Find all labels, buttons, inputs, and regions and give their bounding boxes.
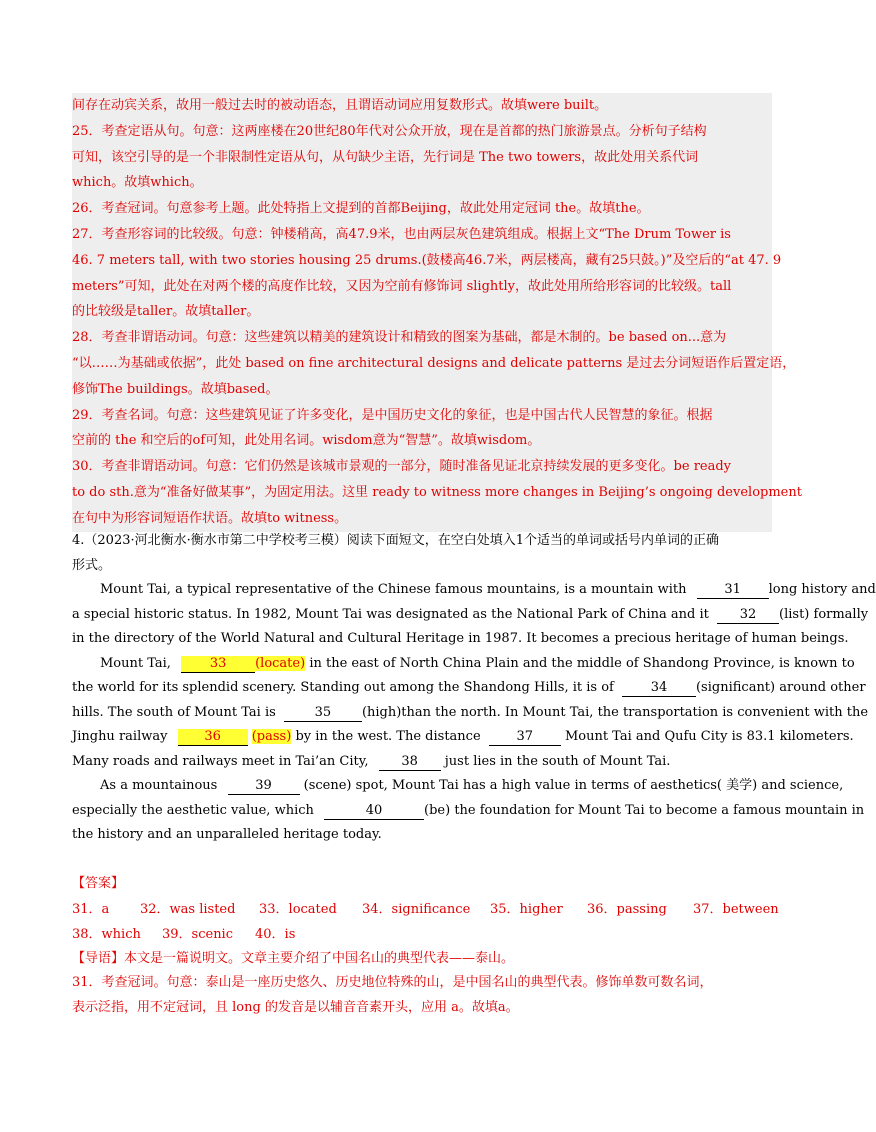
answer-item: 31．a xyxy=(72,901,110,917)
explanation-line: 28．考查非谓语动词。句意：这些建筑以精美的建筑设计和精致的图案为基础，都是木制的。be based on...意为 xyxy=(72,330,727,346)
explanation-line: 空前的 the 和空后的of可知，此处用名词。wisdom意为“智慧”。故填wisdom。 xyxy=(72,433,541,449)
explanation-line: 31．考查冠词。句意：泰山是一座历史悠久、历史地位特殊的山，是中国名山的典型代表。修饰单数可数名词， xyxy=(72,975,713,990)
question-header-line: 形式。 xyxy=(72,557,112,573)
explanation-line: 可知，该空引导的是一个非限制性定语从句，从句缺少主语，先行词是 The two towers，故此处用关系代词 xyxy=(72,149,699,165)
passage-line xyxy=(72,603,869,628)
passage-text: in the east of North China Plain and the middle of Shandong Province, is known to xyxy=(309,655,855,671)
passage-text: As a mountainous xyxy=(100,778,218,793)
answer-section xyxy=(72,872,779,1020)
blank-39[interactable]: 39 xyxy=(228,778,300,795)
passage-text: the world for its splendid scenery. Standing out among the Shandong Hills, it is of xyxy=(72,680,614,695)
passage-line xyxy=(72,799,865,824)
explanation-line: which。故填which。 xyxy=(72,175,203,191)
passage-line xyxy=(72,578,876,603)
answer-item: 40．is xyxy=(255,926,296,942)
explanation-block-top xyxy=(72,93,802,532)
passage-text: hills. The south of Mount Tai is xyxy=(72,704,276,720)
passage-line: the history and an unparalleled heritage today. xyxy=(72,827,382,842)
explanation-line: 27．考查形容词的比较级。句意：钟楼稍高，高47.9米，也由两层灰色建筑组成。根据上文“The Drum Tower is xyxy=(72,226,731,242)
answer-item: 38．which xyxy=(72,926,141,942)
explanation-line: 26．考查冠词。句意参考上题。此处特指上文提到的首都Beijing，故此处用定冠词 the。故填the。 xyxy=(72,201,650,217)
passage-text: (scene) spot, Mount Tai has a high value in terms of aesthetics( 美学) and science, xyxy=(303,778,844,793)
explanation-line: 修饰The buildings。故填based。 xyxy=(72,381,279,397)
blank-38[interactable]: 38 xyxy=(379,754,441,771)
passage-text: Many roads and railways meet in Tai’an City, xyxy=(72,753,369,769)
answer-item: 32．was listed xyxy=(140,901,236,917)
answer-item: 39．scenic xyxy=(162,926,233,942)
passage-text: long history and xyxy=(768,582,876,597)
explanation-line: 30．考查非谓语动词。句意：它们仍然是该城市景观的一部分，随时准备见证北京持续发展的更多变化。be ready xyxy=(72,459,732,475)
blank-37[interactable]: 37 xyxy=(489,729,561,746)
blank-40[interactable]: 40 xyxy=(324,803,424,820)
passage-text: (high)than the north. In Mount Tai, the transportation is convenient with the xyxy=(361,704,869,720)
question-header xyxy=(72,529,772,578)
explanation-line: 间存在动宾关系，故用一般过去时的被动语态，且谓语动词应用复数形式。故填were built。 xyxy=(72,98,608,113)
explanation-line: 46. 7 meters tall, with two stories housing 25 drums.(鼓楼高46.7米，两层楼高，藏有25只鼓。)”及空后的“at 47. 9 xyxy=(72,252,782,268)
passage-text: a special historic status. In 1982, Mount Tai was designated as the National Park of China and it xyxy=(72,606,709,622)
explanation-line: 表示泛指，用不定冠词，且 long 的发音是以辅音音素开头，应用 a。故填a。 xyxy=(72,999,519,1015)
passage-line xyxy=(72,676,866,701)
passage-text: (be) the foundation for Mount Tai to become a famous mountain in xyxy=(424,802,865,818)
passage-text: especially the aesthetic value, which xyxy=(72,802,314,818)
explanation-line: meters”可知，此处在对两个楼的高度作比较，又因为空前有修饰词 slightly，故此处用所给形容词的比较级。tall xyxy=(72,278,732,294)
answer-item: 37．between xyxy=(693,901,779,917)
passage-text: just lies in the south of Mount Tai. xyxy=(444,753,671,769)
hint-36: (pass) xyxy=(251,729,292,744)
answer-item: 34．significance xyxy=(362,901,471,917)
passage-line xyxy=(72,774,844,799)
passage-line xyxy=(72,652,855,677)
blank-33[interactable]: 33 xyxy=(181,656,255,673)
explanation-line: 25．考查定语从句。句意：这两座楼在20世纪80年代对公众开放，现在是首都的热门旅游景点。分析句子结构 xyxy=(72,123,707,139)
explanation-line: 在句中为形容词短语作状语。故填to witness。 xyxy=(72,510,348,526)
passage-text: Mount Tai, xyxy=(100,655,171,671)
answer-item: 35．higher xyxy=(490,901,563,917)
passage xyxy=(72,578,876,848)
explanation-line: “以……为基础或依据”，此处 based on fine architectural designs and delicate patterns 是过去分词短语作后置定语， xyxy=(72,355,796,371)
guide-text: 【导语】本文是一篇说明文。文章主要介绍了中国名山的典型代表——泰山。 xyxy=(72,950,515,966)
explanation-line: 29．考查名词。句意：这些建筑见证了许多变化，是中国历史文化的象征，也是中国古代人民智慧的象征。根据 xyxy=(72,407,713,423)
blank-32[interactable]: 32 xyxy=(717,607,779,624)
explanation-line: to do sth.意为“准备好做某事”，为固定用法。这里 ready to witness more changes in Beijing’s ongoing development xyxy=(72,484,802,500)
passage-text: Mount Tai, a typical representative of the Chinese famous mountains, is a mountain with xyxy=(100,582,687,597)
answer-item: 33．located xyxy=(259,901,337,917)
answer-row xyxy=(72,897,779,922)
passage-line xyxy=(72,701,869,726)
blank-34[interactable]: 34 xyxy=(622,680,696,697)
answer-label: 【答案】 xyxy=(72,876,125,891)
question-header-line: 4.（2023·河北衡水·衡水市第二中学校考三模）阅读下面短文，在空白处填入1个适当的单词或括号内单词的正确 xyxy=(72,533,720,548)
blank-36[interactable]: 36 xyxy=(178,729,248,746)
passage-text: (list) formally xyxy=(779,606,869,622)
passage-text: (significant) around other xyxy=(695,680,866,695)
passage-text: Mount Tai and Qufu City is 83.1 kilometers. xyxy=(564,729,854,744)
hint-33: (locate) xyxy=(255,655,306,671)
answer-item: 36．passing xyxy=(587,901,667,917)
passage-text: Jinghu railway xyxy=(72,729,168,744)
passage-line: in the directory of the World Natural and Cultural Heritage in 1987. It becomes a precious heritage of human beings. xyxy=(72,631,849,646)
blank-31[interactable]: 31 xyxy=(697,582,769,599)
passage-text: by in the west. The distance xyxy=(295,729,481,744)
answer-row xyxy=(72,922,772,947)
passage-line xyxy=(72,725,854,750)
passage-line xyxy=(72,750,772,775)
explanation-line: 的比较级是taller。故填taller。 xyxy=(72,304,260,320)
blank-35[interactable]: 35 xyxy=(284,705,362,722)
